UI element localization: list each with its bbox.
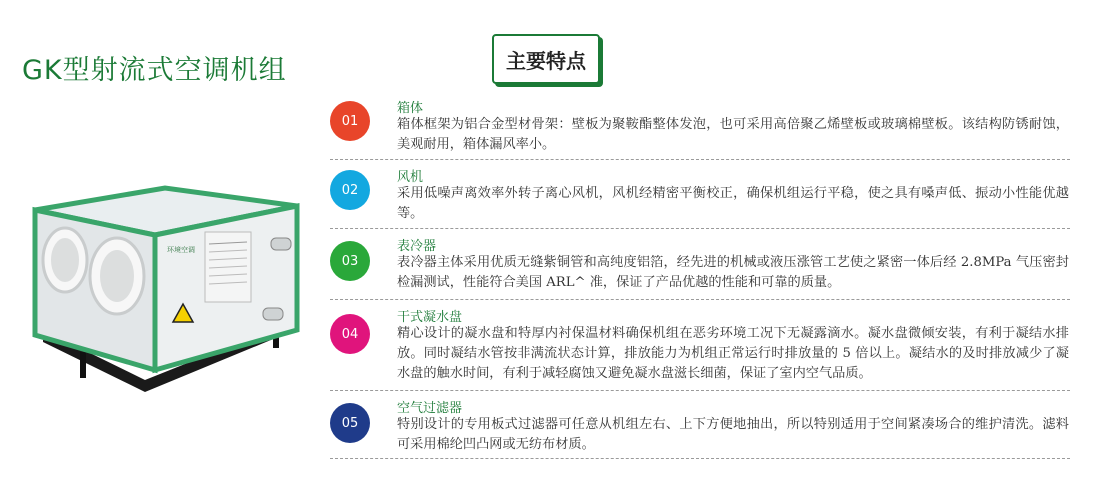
divider [330, 299, 1070, 300]
page-title: GK型射流式空调机组 [22, 55, 287, 86]
divider [330, 458, 1070, 459]
divider [330, 228, 1070, 229]
feature-number-badge: 02 [330, 170, 370, 210]
divider [330, 159, 1070, 160]
feature-description: 采用低噪声离效率外转子离心风机，风机经精密平衡校正，确保机组运行平稳，使之具有嗓声低、振动小性能优越等。 [397, 186, 1069, 221]
feature-number-badge: 04 [330, 314, 370, 354]
feature-item [330, 166, 1070, 228]
feature-number-badge: 03 [330, 241, 370, 281]
feature-description: 精心设计的凝水盘和特厚内衬保温材料确保机组在恶劣环境工况下无凝露滴水。凝水盘微倾安装，有利于凝结水排放。同时凝结水管按非满流状态计算，排放能力为机组正常运行时排放量的 5 倍以上。凝结水的及时排放减少了凝水盘的触水时间，有利于减轻腐蚀又避免凝水盘滋长细菌，保证了室内空气品质。 [397, 326, 1069, 381]
feature-title: 空气过滤器 [397, 401, 463, 416]
feature-description: 箱体框架为铝合金型材骨架：壁板为聚鞍酯整体发泡，也可采用高倍聚乙烯壁板或玻璃棉壁板。该结构防锈耐蚀，美观耐用，箱体漏风率小。 [397, 117, 1069, 152]
feature-title: 箱体 [397, 101, 424, 116]
section-badge [492, 34, 600, 84]
feature-title: 干式凝水盘 [397, 310, 463, 325]
feature-item [330, 306, 1070, 394]
feature-description: 表冷器主体采用优质无缝紫铜管和高纯度铝箔，经先进的机械或液压涨管工艺使之紧密一体后经 2.8MPa 气压密封检漏测试，性能符合美国 ARL^ 准，保证了产品优越的性能和可靠的质量。 [397, 255, 1069, 290]
feature-item [330, 235, 1070, 297]
section-badge-label: 主要特点 [492, 34, 600, 84]
feature-item [330, 397, 1070, 459]
feature-title: 表冷器 [397, 239, 437, 254]
feature-description: 特别设计的专用板式过滤器可任意从机组左右、上下方便地抽出，所以特别适用于空间紧凑场合的维护清洗。滤料可采用棉纶凹凸网或无纺布材质。 [397, 417, 1069, 452]
feature-number-badge: 01 [330, 101, 370, 141]
feature-title: 风机 [397, 170, 424, 185]
feature-item [330, 97, 1070, 159]
machine-brand-label: 环境空调 [167, 246, 195, 254]
divider [330, 390, 1070, 391]
air-conditioning-unit-image [25, 180, 305, 395]
feature-number-badge: 05 [330, 403, 370, 443]
